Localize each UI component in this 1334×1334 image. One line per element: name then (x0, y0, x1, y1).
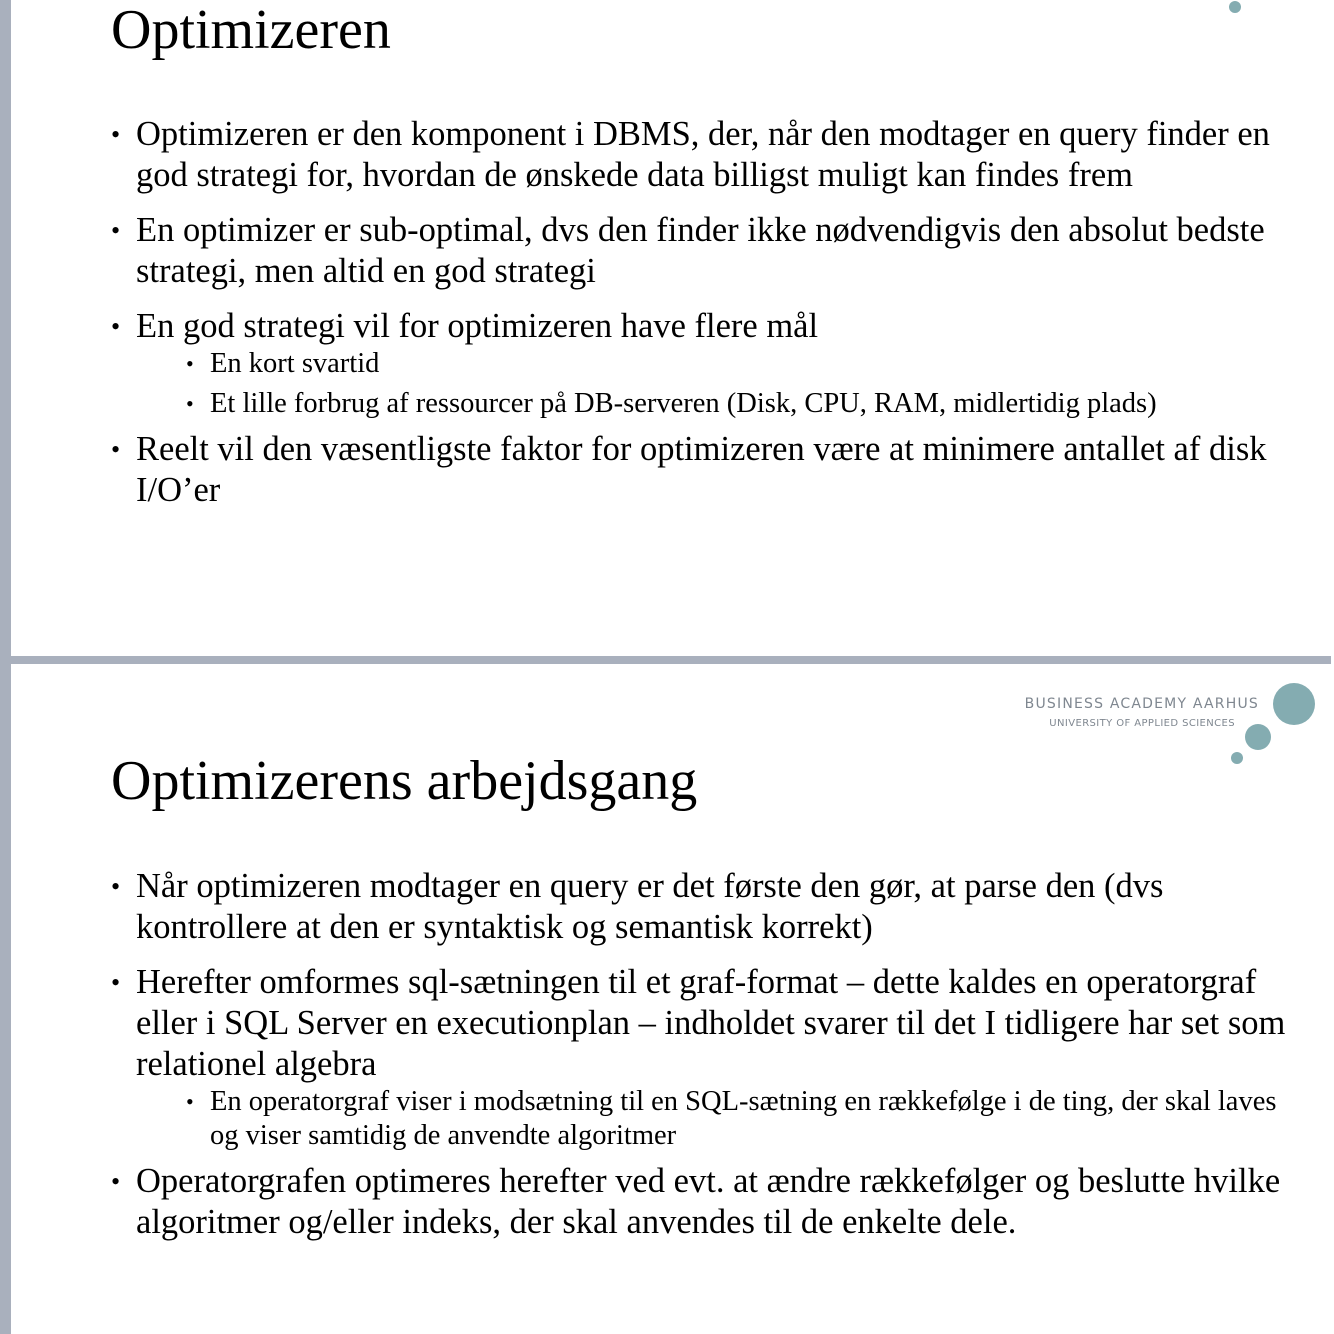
bullet-text: Optimizeren er den komponent i DBMS, der, når den modtager en query finder en god strategi for, hvordan de ønskede data billigst muligt kan findes frem (136, 115, 1270, 194)
slide-1 (11, 0, 1331, 656)
slide-1-bullet-list (111, 114, 1291, 525)
logo-dot-small (1231, 752, 1243, 764)
left-frame-bar (0, 0, 11, 1334)
bullet-text: Når optimizeren modtager en query er det første den gør, at parse den (dvs kontrollere at den er syntaktisk og semantisk korrekt) (136, 867, 1164, 946)
bullet-item (111, 114, 1291, 196)
logo-subtitle: UNIVERSITY OF APPLIED SCIENCES (1049, 718, 1235, 729)
slide-2 (11, 664, 1331, 1334)
sub-bullet-item (186, 1085, 1291, 1153)
sub-bullet-text: Et lille forbrug af ressourcer på DB-serveren (Disk, CPU, RAM, midlertidig plads) (210, 388, 1157, 419)
slide-divider (11, 656, 1331, 664)
bullet-text: En god strategi vil for optimizeren have flere mål (136, 307, 819, 345)
logo-dot-medium (1245, 724, 1271, 750)
logo-name: BUSINESS ACADEMY AARHUS (1024, 696, 1259, 712)
bullet-text: Herefter omformes sql-sætningen til et graf-format – dette kaldes en operatorgraf eller i SQL Server en executionplan – indholdet svarer til det I tidligere har set som relationel algebra (136, 963, 1286, 1083)
slide-2-title: Optimizerens arbejdsgang (111, 750, 698, 812)
sub-bullet-list (136, 1085, 1291, 1153)
business-academy-logo (1001, 686, 1331, 776)
sub-bullet-text: En operatorgraf viser i modsætning til en SQL-sætning en rækkefølge i de ting, der skal laves og viser samtidig de anvendte algoritmer (210, 1086, 1277, 1151)
sub-bullet-item (186, 347, 1291, 381)
sub-bullet-text: En kort svartid (210, 348, 380, 379)
bullet-item (111, 210, 1291, 292)
sub-bullet-list (136, 347, 1291, 421)
slide-1-title: Optimizeren (111, 0, 391, 61)
bullet-item (111, 962, 1291, 1153)
bullet-text: En optimizer er sub-optimal, dvs den finder ikke nødvendigvis den absolut bedste strategi, men altid en god strategi (136, 211, 1265, 290)
bullet-item (111, 866, 1291, 948)
bullet-text: Operatorgrafen optimeres herefter ved evt. at ændre rækkefølger og beslutte hvilke algoritmer og/eller indeks, der skal anvendes til de enkelte dele. (136, 1162, 1281, 1241)
bullet-text: Reelt vil den væsentligste faktor for optimizeren være at minimere antallet af disk I/O’er (136, 430, 1267, 509)
sub-bullet-item (186, 387, 1291, 421)
bullet-item (111, 1161, 1291, 1243)
bullet-item (111, 429, 1291, 511)
logo-dot-decoration (1229, 1, 1241, 13)
logo-dot-large (1273, 683, 1315, 725)
bullet-item (111, 306, 1291, 421)
slide-2-bullet-list (111, 866, 1291, 1257)
